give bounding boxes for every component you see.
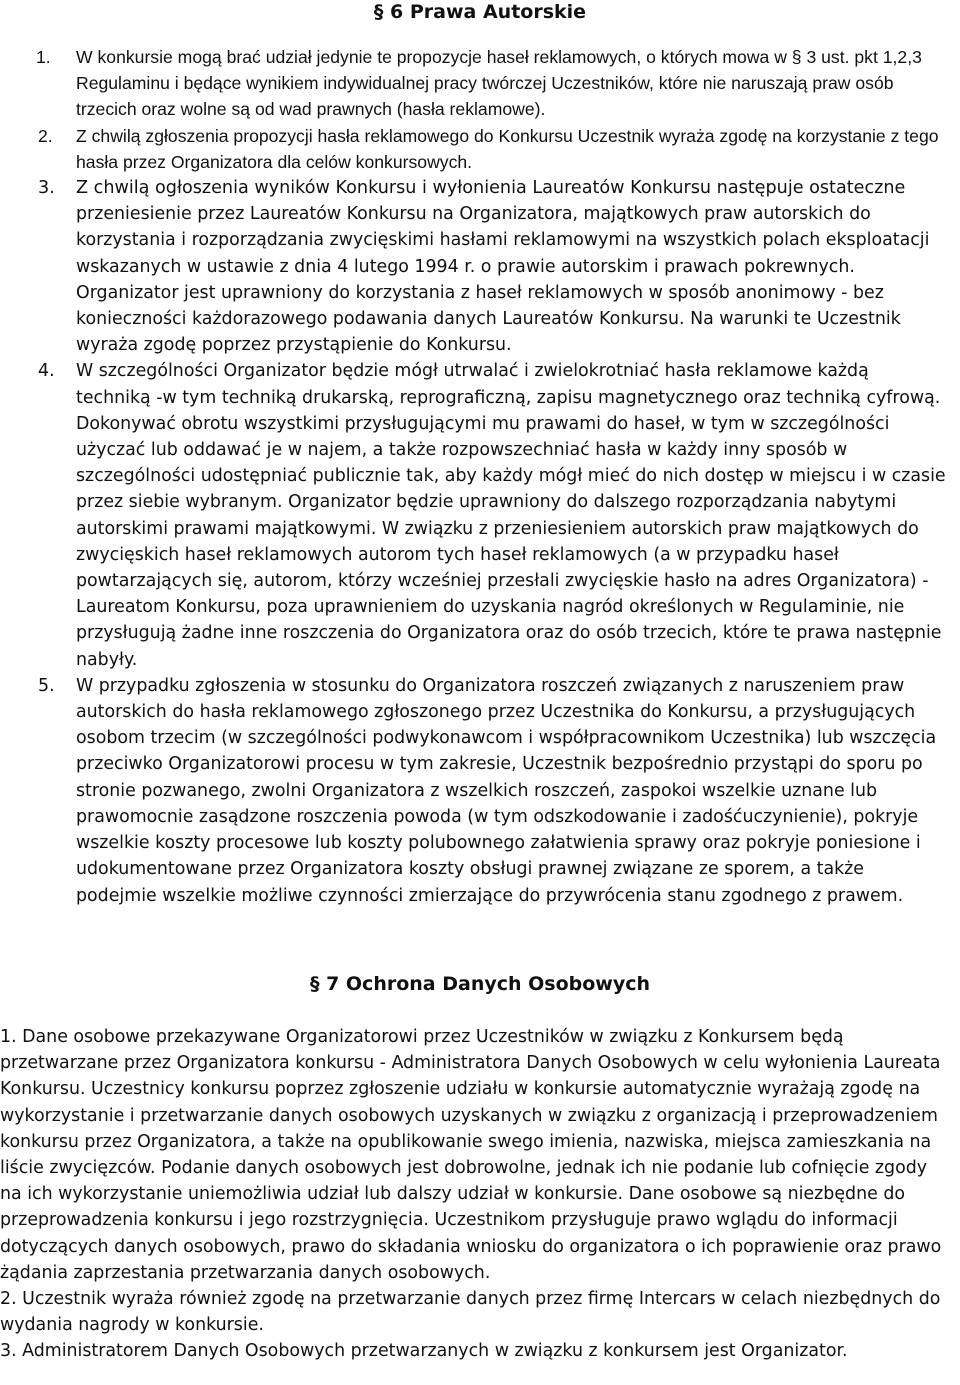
item-text-part-a: Z chwilą ogłoszenia wyników Konkursu i wyłonienia Laureatów Konkursu następuje ostateczne	[76, 178, 906, 199]
section-7-title	[0, 972, 960, 996]
list-item	[0, 44, 960, 123]
paragraph: 2. Uczestnik wyraża również zgodę na przetwarzanie danych przez firmę Intercars w celach niezbędnych do wydania nagrody w konkursie.	[0, 1289, 941, 1336]
item-text: W szczególności Organizator będzie mógł utrwalać i zwielokrotniać hasła reklamowe każdą techniką -w tym techniką drukarską, reprograficzną, zapisu magnetycznego oraz techniką cyfrową. Dokonywać obrotu wszystkimi przysługującymi mu prawami do haseł, w tym w szczególności użyczać lub oddawać je w najem, a także rozpowszechniać hasła w każdy inny sposób w szczególności udostępniać publicznie tak, aby każdy mógł mieć do nich dostęp w miejscu i w czasie przez siebie wybranym. Organizator będzie uprawniony do dalszego rozporządzania nabytymi autorskimi prawami majątkowymi. W związku z przeniesieniem autorskich praw majątkowych do zwycięskich haseł reklamowych autorom tych haseł reklamowych (a w przypadku haseł powtarzających się, autorom, którzy wcześniej przesłali zwycięskie hasło na adres Organizatora) - Laureatom Konkursu, poza uprawnieniem do uzyskania nagród określonych w Regulaminie, nie przysługują żadne inne roszczenia do Organizatora oraz do osób trzecich, które te prawa następnie nabyły.	[76, 361, 946, 670]
item-number: 4.	[38, 361, 55, 382]
section-6-title-text: § 6 Prawa Autorskie	[373, 1, 587, 23]
item-number: 2.	[38, 125, 53, 146]
item-number: 5.	[38, 675, 55, 696]
item-text-part-b: przeniesienie przez Laureatów Konkursu na Organizatora, majątkowych praw autorskich do korzystania i rozporządzania zwycięskimi hasłami reklamowymi na wszystkich polach eksploatacji wskazanych w ustawie z dnia 4 lutego 1994 r. o prawie autorskim i prawach pokrewnych. Organizator jest uprawniony do korzystania z haseł reklamowych w sposób anonimowy - bez konieczności każdorazowego podawania danych Laureatów Konkursu. Na warunki te Uczestnik wyraża zgodę poprzez przystąpienie do Konkursu.	[76, 204, 930, 356]
list-item	[0, 175, 960, 358]
section-7-title-text: § 7 Ochrona Danych Osobowych	[309, 973, 651, 995]
item-number: 1.	[36, 47, 51, 67]
list-item	[0, 358, 960, 672]
item-text: W przypadku zgłoszenia w stosunku do Organizatora roszczeń związanych z naruszeniem praw autorskich do hasła reklamowego zgłoszonego przez Uczestnika do Konkursu, a przysługujących osobom trzecim (w szczególności podwykonawcom i współpracownikom Uczestnika) lub wszczęcia przeciwko Organizatorowi procesu w tym zakresie, Uczestnik bezpośrednio przystąpi do sporu po stronie pozwanego, zwolni Organizatora z wszelkich roszczeń, zaspokoi wszelkie uznane lub prawomocnie zasądzone roszczenia powoda (w tym odszkodowanie i zadośćuczynienie), pokryje wszelkie koszty procesowe lub koszty polubownego załatwienia sprawy oraz pokryje poniesione i udokumentowane przez Organizatora koszty obsługi prawnej związane ze sporem, a także podejmie wszelkie możliwe czynności zmierzające do przywrócenia stanu zgodnego z prawem.	[76, 675, 937, 906]
paragraph: 3. Administratorem Danych Osobowych przetwarzanych w związku z konkursem jest Organizator.	[0, 1341, 848, 1362]
paragraph: 1. Dane osobowe przekazywane Organizatorowi przez Uczestników w związku z Konkursem będą przetwarzane przez Organizatora konkursu - Administratora Danych Osobowych w celu wyłonienia Laureata Konkursu. Uczestnicy konkursu poprzez zgłoszenie udziału w konkursie automatycznie wyrażają zgodę na wykorzystanie i przetwarzanie danych osobowych uzyskanych w związku z organizacją i przeprowadzeniem konkursu przez Organizatora, a także na opublikowanie swego imienia, nazwiska, miejsca zamieszkania na liście zwycięzców. Podanie danych osobowych jest dobrowolne, jednak ich nie podanie lub cofnięcie zgody na ich wykorzystanie uniemożliwia udział lub dalszy udział w konkursie. Dane osobowe są niezbędne do przeprowadzenia konkursu i jego rozstrzygnięcia. Uczestnikom przysługuje prawo wglądu do informacji dotyczących danych osobowych, prawo do składania wniosku do organizatora o ich poprawienie oraz prawo żądania zaprzestania przetwarzania danych osobowych.	[0, 1027, 942, 1283]
section-7-body	[0, 1024, 950, 1365]
section-6-title	[0, 0, 960, 24]
item-number: 3.	[38, 178, 55, 199]
list-item	[0, 673, 960, 909]
item-text: W konkursie mogą brać udział jedynie te propozycje haseł reklamowych, o których mowa w § 3 ust. pkt 1,2,3 Regulaminu i będące wynikiem indywidualnej pracy twórczej Uczestników, które nie naruszają praw osób trzecich oraz wolne są od wad prawnych (hasła reklamowe).	[76, 47, 922, 120]
section-6-list	[0, 44, 960, 909]
item-text: Z chwilą zgłoszenia propozycji hasła reklamowego do Konkursu Uczestnik wyraża zgodę na korzystanie z tego hasła przez Organizatora dla celów konkursowych.	[76, 125, 939, 172]
list-item	[0, 123, 960, 175]
